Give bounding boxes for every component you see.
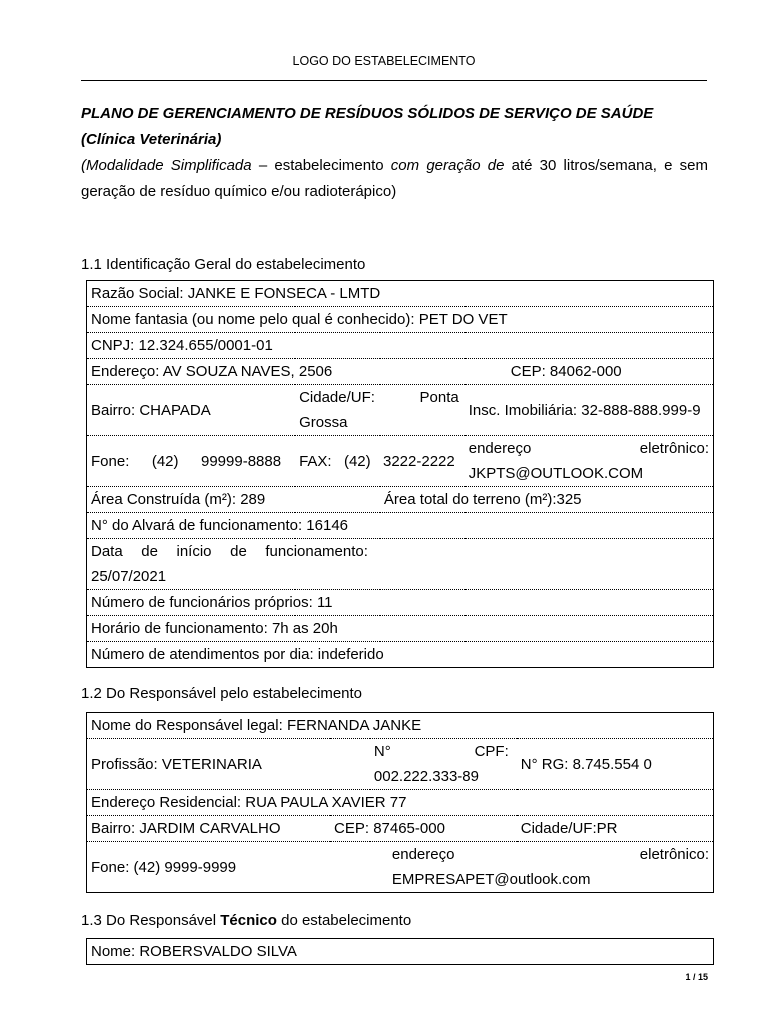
page-number: 1 / 15: [685, 972, 708, 982]
document-subtitle: (Clínica Veterinária): [81, 131, 222, 148]
identificacao-table: [86, 280, 714, 668]
desc-limite: até 30 litros/semana, e sem geração de resíduo químico e/ou radioterápico): [81, 157, 708, 200]
desc-geracao: com geração de: [390, 157, 505, 174]
endereco-field: Endereço: AV SOUZA NAVES, 2506: [91, 363, 333, 380]
header-divider: [81, 80, 707, 81]
cpf-field: N° CPF: 002.222.333-89: [373, 743, 509, 785]
section-1-3-title-bold: Técnico: [220, 912, 277, 929]
table-row: [87, 842, 714, 893]
table-row: [87, 385, 714, 436]
insc-imobiliaria-field: Insc. Imobiliária: 32-888-888.999-9: [468, 401, 701, 419]
responsavel-table: [86, 712, 714, 893]
responsavel-tecnico-table: [86, 938, 714, 965]
profissao-field: Profissão: VETERINARIA: [91, 755, 262, 773]
table-row: [87, 642, 714, 668]
cidade-field: Cidade/UF: Ponta Grossa: [299, 389, 459, 431]
area-construida-field: Área Construída (m²): 289: [91, 491, 266, 508]
table-row: [87, 790, 714, 816]
tecnico-nome-field: Nome: ROBERSVALDO SILVA: [91, 943, 297, 960]
table-row: [87, 513, 714, 539]
table-row: [87, 307, 714, 333]
table-row: [87, 616, 714, 642]
document-description: [81, 153, 708, 205]
responsavel-nome-field: Nome do Responsável legal: FERNANDA JANKE: [91, 717, 422, 734]
table-row: [87, 539, 714, 590]
funcionarios-field: Número de funcionários próprios: 11: [91, 594, 333, 611]
data-inicio-field: Data de início de funcionamento: 25/07/2021: [91, 543, 368, 585]
table-row: [87, 739, 714, 790]
responsavel-cep-field: CEP: 87465-000: [334, 820, 445, 837]
responsavel-fone-field: Fone: (42) 9999-9999: [91, 858, 237, 876]
responsavel-email-field: endereço eletrônico: EMPRESAPET@outlook.com: [391, 846, 709, 888]
fone-field: Fone: (42) 99999-8888: [91, 452, 282, 470]
nome-fantasia-field: Nome fantasia (ou nome pelo qual é conhecido): PET DO VET: [91, 311, 508, 328]
section-1-1-title: 1.1 Identificação Geral do estabelecimento: [81, 256, 366, 273]
rg-field: N° RG: 8.745.554 0: [520, 755, 652, 773]
horario-field: Horário de funcionamento: 7h as 20h: [91, 620, 338, 637]
desc-modalidade: (Modalidade Simplificada: [81, 157, 252, 174]
section-1-3-title-post: do estabelecimento: [276, 912, 412, 929]
alvara-field: N° do Alvará de funcionamento: 16146: [91, 517, 349, 534]
logo-placeholder: LOGO DO ESTABELECIMENTO: [292, 54, 476, 68]
section-1-3-title-pre: 1.3 Do Responsável: [81, 912, 221, 929]
table-row: [87, 436, 714, 487]
desc-estabelecimento: – estabelecimento: [251, 157, 391, 174]
responsavel-cidade-field: Cidade/UF:PR: [520, 820, 618, 837]
cnpj-field: CNPJ: 12.324.655/0001-01: [91, 337, 273, 354]
fax-field: FAX: (42) 3222-2222: [299, 452, 455, 470]
table-row: [87, 939, 714, 965]
table-row: [87, 590, 714, 616]
bairro-field: Bairro: CHAPADA: [91, 401, 211, 419]
table-row: [87, 487, 714, 513]
table-row: [87, 359, 714, 385]
area-total-field: Área total do terreno (m²):325: [383, 491, 582, 508]
cep-field: CEP: 84062-000: [510, 363, 622, 380]
endereco-residencial-field: Endereço Residencial: RUA PAULA XAVIER 77: [91, 794, 407, 811]
document-title: PLANO DE GERENCIAMENTO DE RESÍDUOS SÓLIDOS DE SERVIÇO DE SAÚDE: [81, 105, 654, 122]
razao-social-field: Razão Social: JANKE E FONSECA - LMTD: [91, 285, 381, 302]
table-row: [87, 333, 714, 359]
section-1-2-title: 1.2 Do Responsável pelo estabelecimento: [81, 685, 363, 702]
table-row: [87, 281, 714, 307]
atendimentos-field: Número de atendimentos por dia: indeferido: [91, 646, 384, 663]
section-1-3-title: [81, 912, 411, 929]
table-row: [87, 713, 714, 739]
responsavel-bairro-field: Bairro: JARDIM CARVALHO: [91, 820, 281, 837]
table-row: [87, 816, 714, 842]
email-field: endereço eletrônico: JKPTS@OUTLOOK.COM: [468, 440, 709, 482]
